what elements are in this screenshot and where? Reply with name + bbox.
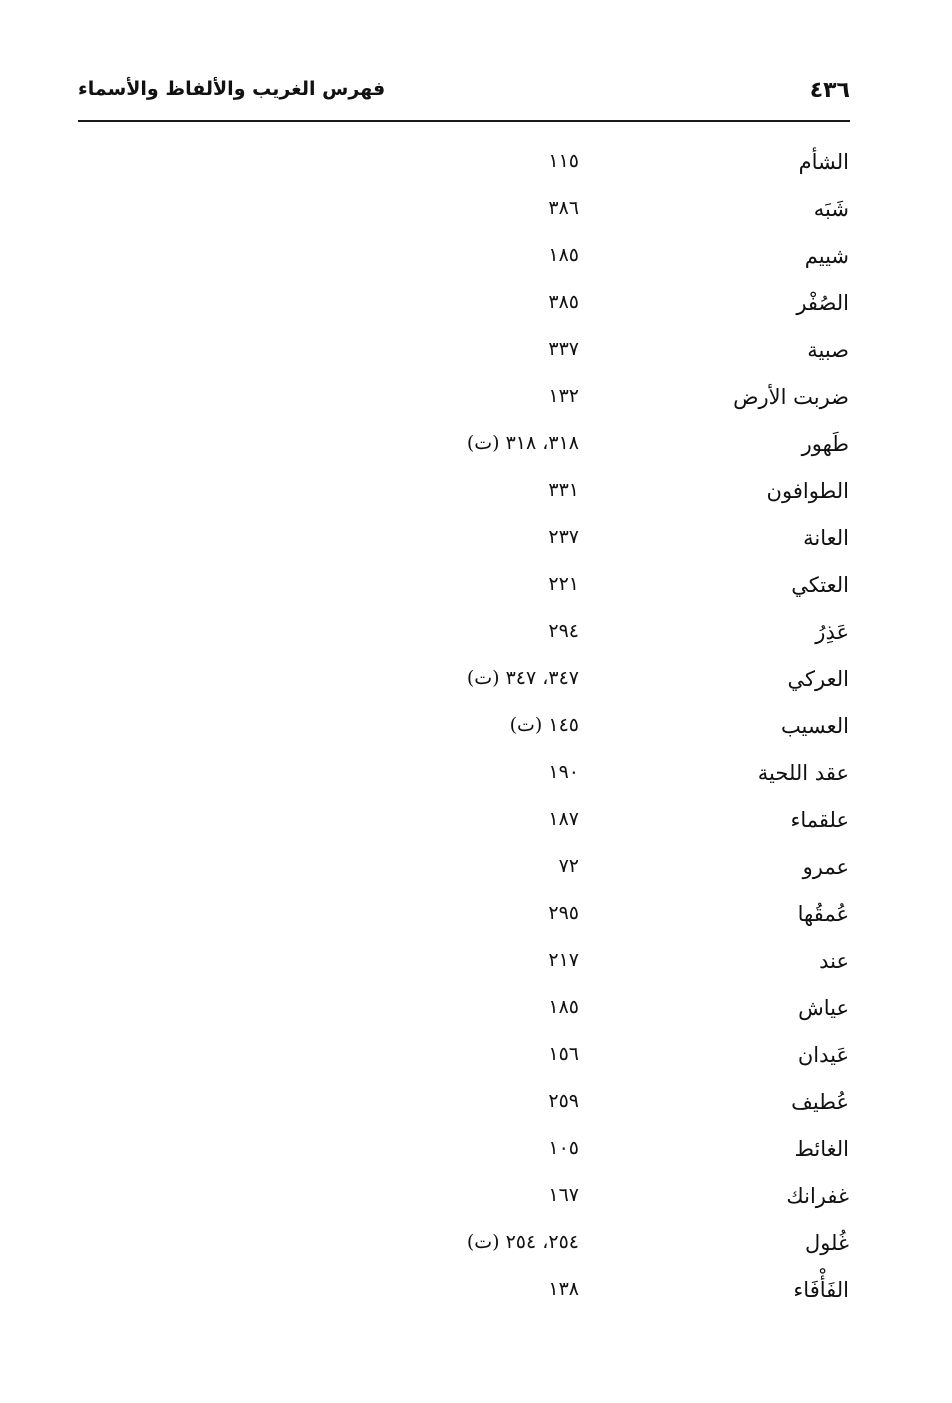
index-entry (0, 706, 952, 753)
index-entry (0, 1129, 952, 1176)
entry-term: صبية (807, 338, 849, 362)
page-header (78, 72, 850, 122)
page-number: ٤٣٦ (809, 78, 850, 103)
index-entry (0, 1035, 952, 1082)
index-entry (0, 847, 952, 894)
entry-pages: ٢١٧ (548, 949, 579, 971)
index-entry (0, 1270, 952, 1317)
entry-pages: ١٩٠ (548, 761, 579, 783)
entry-pages: ٣٣١ (548, 479, 579, 501)
entry-term: الغائط (794, 1137, 849, 1161)
index-list (0, 142, 952, 1317)
entry-term: العسيب (780, 714, 849, 738)
index-entry (0, 1082, 952, 1129)
entry-term: العركي (787, 667, 849, 691)
entry-pages: ٢٢١ (548, 573, 579, 595)
index-entry (0, 424, 952, 471)
entry-pages: ٣١٨، ٣١٨ (ت) (466, 432, 579, 454)
entry-term: عُطيف (791, 1090, 849, 1114)
entry-pages: ١٦٧ (548, 1184, 579, 1206)
entry-term: الطوافون (766, 479, 849, 503)
entry-term: عمرو (802, 855, 849, 879)
index-entry (0, 988, 952, 1035)
index-entry (0, 377, 952, 424)
entry-term: عند (819, 949, 849, 973)
running-title: فهرس الغريب والألفاظ والأسماء (78, 78, 386, 100)
entry-pages: ١٣٢ (548, 385, 579, 407)
index-entry (0, 1223, 952, 1270)
entry-pages: ١٣٨ (548, 1278, 579, 1300)
entry-term: عُمقُها (797, 902, 849, 926)
entry-pages: ١١٥ (548, 150, 579, 172)
entry-term: العانة (803, 526, 849, 550)
entry-term: عَيدان (797, 1043, 849, 1067)
entry-pages: ٣٣٧ (548, 338, 579, 360)
index-entry (0, 330, 952, 377)
entry-pages: ١٥٦ (548, 1043, 579, 1065)
entry-term: غفرانك (786, 1184, 849, 1208)
entry-term: طَهور (801, 432, 849, 456)
index-entry (0, 941, 952, 988)
entry-pages: ٢٥٩ (548, 1090, 579, 1112)
index-entry (0, 471, 952, 518)
entry-term: عقد اللحية (757, 761, 849, 785)
entry-term: الفَأْفَاء (793, 1278, 849, 1302)
entry-term: الشأم (798, 150, 849, 174)
entry-pages: ٢٥٤، ٢٥٤ (ت) (466, 1231, 579, 1253)
index-entry (0, 1176, 952, 1223)
entry-pages: ١٨٥ (548, 244, 579, 266)
entry-term: غُلول (804, 1231, 849, 1255)
index-entry (0, 189, 952, 236)
index-entry (0, 894, 952, 941)
entry-pages: ٢٩٤ (548, 620, 579, 642)
entry-term: العتكي (791, 573, 849, 597)
index-entry (0, 659, 952, 706)
entry-pages: ٢٣٧ (548, 526, 579, 548)
entry-pages: ٣٤٧، ٣٤٧ (ت) (466, 667, 579, 689)
index-entry (0, 565, 952, 612)
index-entry (0, 612, 952, 659)
index-entry (0, 800, 952, 847)
entry-pages: ٣٨٥ (548, 291, 579, 313)
entry-pages: ١٨٧ (548, 808, 579, 830)
index-entry (0, 753, 952, 800)
entry-term: علقماء (790, 808, 849, 832)
index-entry (0, 236, 952, 283)
entry-pages: ١٨٥ (548, 996, 579, 1018)
entry-pages: ٧٢ (558, 855, 579, 877)
index-entry (0, 518, 952, 565)
index-entry (0, 142, 952, 189)
entry-term: الصُفْر (796, 291, 849, 315)
entry-pages: ٣٨٦ (548, 197, 579, 219)
entry-term: شييم (804, 244, 849, 268)
entry-term: ضربت الأرض (733, 385, 849, 409)
entry-term: شَبَه (813, 197, 849, 221)
index-entry (0, 283, 952, 330)
entry-term: عَذِرُ (815, 620, 849, 644)
entry-term: عياش (798, 996, 849, 1020)
entry-pages: ١٠٥ (548, 1137, 579, 1159)
entry-pages: ٢٩٥ (548, 902, 579, 924)
entry-pages: ١٤٥ (ت) (509, 714, 579, 736)
